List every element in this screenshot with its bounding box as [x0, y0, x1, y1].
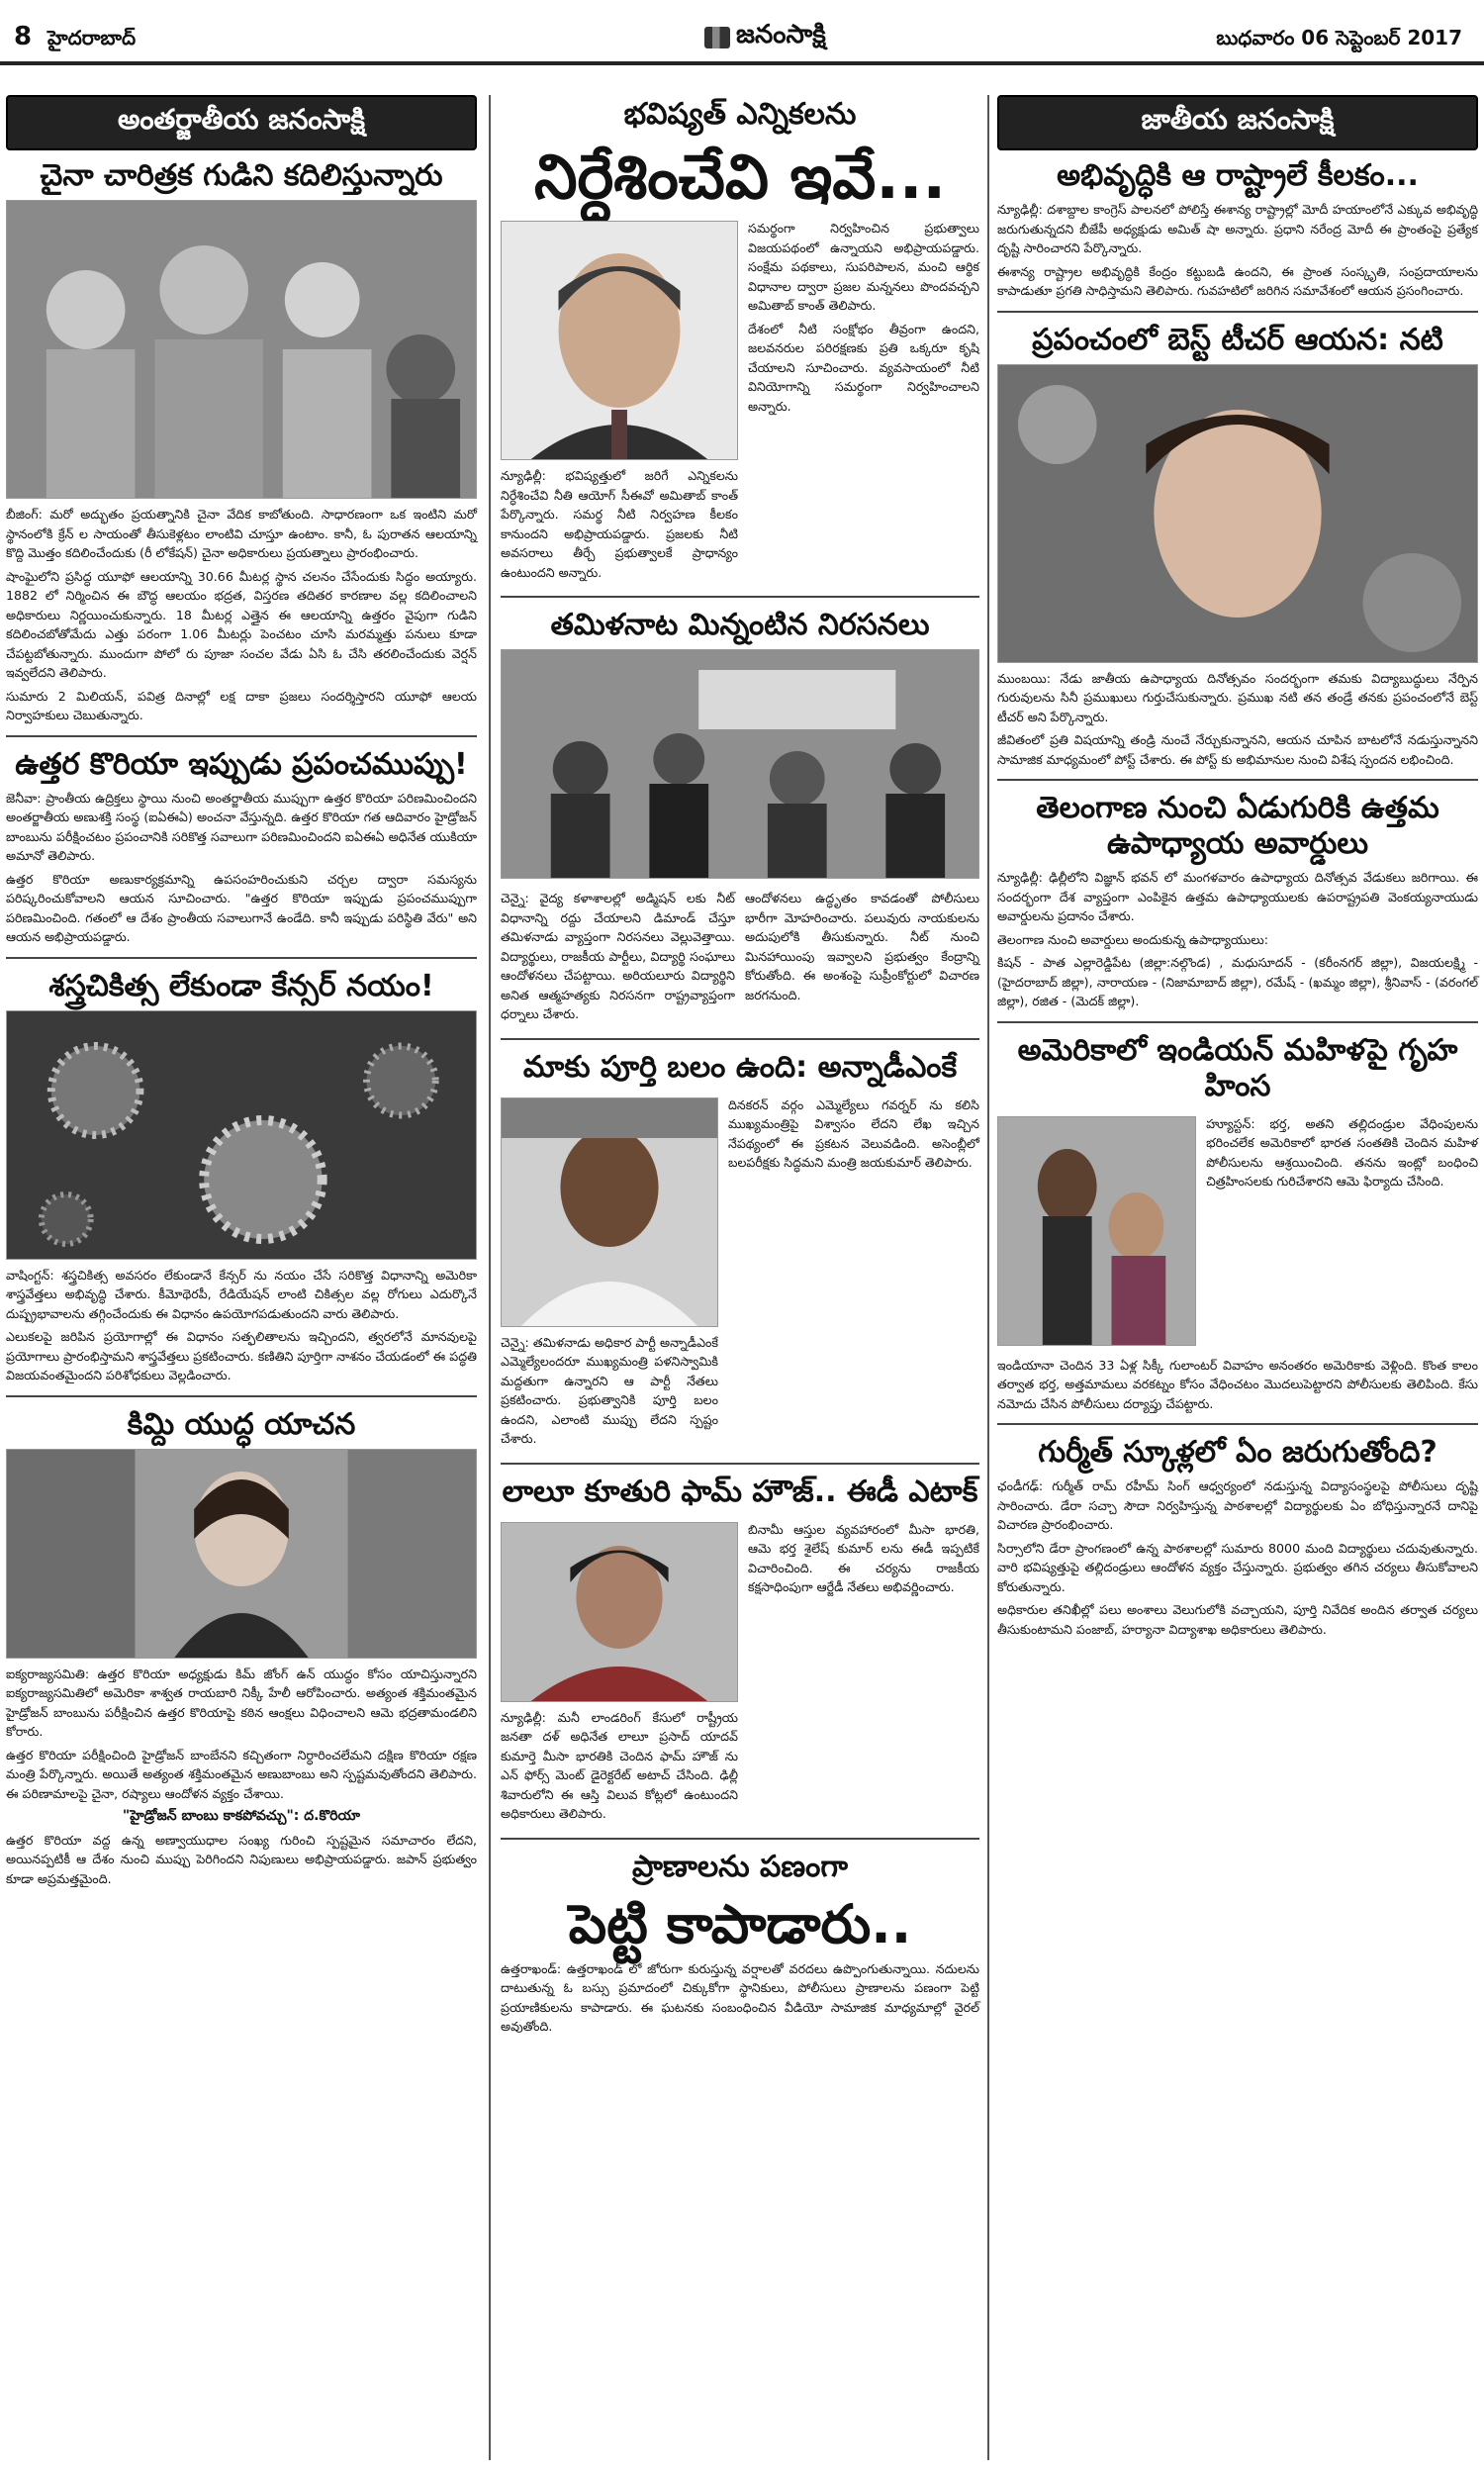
- amitabh-kant-photo: [501, 221, 738, 460]
- kicker: భవిష్యత్ ఎన్నికలను: [623, 97, 857, 132]
- article-text: ఛండీగఢ్: గుర్మీత్ రామ్ రహీమ్ సింగ్ ఆధ్వర్యంలో నడుస్తున్న విద్యాసంస్థలపై పోలీసులు దృష్టి సారించారు. డేరా సచ్చా సౌదా నిర్వహిస్తున్న పాఠశాలల్లో విద్యార్థులకు ఏం బోధిస్తున్నారనే దానిపై విచారణ ప్రారంభించారు.: [997, 1478, 1478, 1533]
- article-text: బినామీ ఆస్తుల వ్యవహారంలో మీసా భారతి, ఆమె భర్త శైలేష్ కుమార్ లను ఈడీ ఇప్పటికే విచారించింది. ఈ చర్యను రాజకీయ కక్షసాధింపుగా ఆర్జేడీ నేతలు అభివర్ణించారు.: [748, 1521, 979, 1595]
- article-text: ఉత్తర కొరియా పరీక్షించింది హైడ్రోజన్ బాంబేనని కచ్చితంగా నిర్ధారించలేమని దక్షిణ కొరియా రక్షణ మంత్రి పేర్కొన్నారు. అయితే అత్యంత శక్తిమంతమైన అణుబాంబు అని స్పష్టమవుతోందని తెలిపారు. ఈ పరిణామాలపై చైనా, రష్యాలు ఆందోళన వ్యక్తం చేశాయి.: [6, 1747, 477, 1801]
- divider: [997, 311, 1478, 313]
- virus-illustration: [6, 1010, 477, 1260]
- headline: అమెరికాలో ఇండియన్ మహిళపై గృహ హింస: [1017, 1032, 1458, 1103]
- article-text: దినకరన్ వర్గం ఎమ్మెల్యేలు గవర్నర్ ను కలిసి ముఖ్యమంత్రిపై విశ్వాసం లేదని లేఖ ఇచ్చిన నేపథ్యంలో ఈ ప్రకటన వెలువడింది. అసెంబ్లీలో బలపరీక్షకు సిద్ధమని మంత్రి జయకుమార్ తెలిపారు.: [728, 1096, 979, 1171]
- aiadmk-leader-photo: [501, 1097, 718, 1327]
- actress-photo: [997, 364, 1478, 663]
- divider: [997, 779, 1478, 781]
- article-text: ఉత్తర కొరియా అణుకార్యక్రమాన్ని ఉపసంహరించుకుని చర్చల ద్వారా సమస్యను పరిష్కరించుకోవాలని ఆయన సూచించారు. "ఉత్తర కొరియా ఇప్పుడు ప్రపంచముప్పుగా పరిణమించింది. గతంలో ఆ దేశం ప్రాంతీయ సవాలుగానే ఉండేది. కానీ ఇప్పుడు పరిస్థితి వేరు" అని ఆయన అభిప్రాయపడ్డారు.: [6, 871, 477, 945]
- article-text: న్యూఢిల్లీ: ఢిల్లీలోని విజ్ఞాన్ భవన్ లో మంగళవారం ఉపాధ్యాయ దినోత్సవ వేడుకలు జరిగాయి. ఈ సందర్భంగా దేశ వ్యాప్తంగా ఎంపికైన ఉత్తమ ఉపాధ్యాయులకు ఉపరాష్ట్రపతి వెంకయ్యనాయుడు అవార్డులను ప్రదానం చేశారు.: [997, 870, 1478, 924]
- header-rule: [0, 61, 1484, 65]
- subheading: "హైడ్రోజన్ బాంబు కాకపోవచ్చు": ద.కొరియా: [122, 1807, 361, 1824]
- divider: [501, 1038, 979, 1040]
- article-text: ఉత్తరాఖండ్: ఉత్తరాఖండ్ లో జోరుగా కురుస్తున్న వర్షాలతో వరదలు ఉప్పొంగుతున్నాయి. నదులను దాటుతున్న ఓ బస్సు ప్రమాదంలో చిక్కుకోగా స్థానికులు, పోలీసులు ప్రాణాలను పణంగా పెట్టి ప్రయాణికులను కాపాడారు. ఈ ఘటనకు సంబంధించిన వీడియో సామాజిక మాధ్యమాల్లో వైరల్ అవుతోంది.: [501, 1960, 979, 2035]
- divider: [6, 957, 477, 959]
- headline: తెలంగాణ నుంచి ఏడుగురికి ఉత్తమ ఉపాధ్యాయ అవార్డులు: [1036, 791, 1439, 862]
- column-divider: [489, 95, 491, 2460]
- article-text: చెన్నై: తమిళనాడు అధికార పార్టీ అన్నాడీఎంకే ఎమ్మెల్యేలందరూ ముఖ్యమంత్రి పళనిస్వామికి మద్దతుగా ఉన్నారని ఆ పార్టీ నేతలు ప్రకటించారు. ప్రభుత్వానికి పూర్తి బలం ఉందని, ఎలాంటి ముప్పు లేదని స్పష్టం చేశారు.: [501, 1334, 718, 1447]
- lead-headline: నిర్ధేశించేవి ఇవే...: [533, 141, 947, 213]
- column-center: [501, 95, 979, 2041]
- headline: ప్రపంచంలో బెస్ట్ టీచర్ ఆయన: నటి: [1032, 322, 1443, 357]
- column-divider: [987, 95, 989, 2460]
- section-banner: జాతీయ జనంసాక్షి: [997, 95, 1478, 150]
- headline: ఉత్తర కొరియా ఇప్పుడు ప్రపంచముప్పు!: [15, 746, 468, 782]
- logo-icon: [704, 27, 730, 48]
- article-text: ముంబయి: నేడు జాతీయ ఉపాధ్యాయ దినోత్సవం సందర్భంగా తమకు విద్యాబుద్ధులు నేర్పిన గురువులను సినీ ప్రముఖులు గుర్తుచేసుకున్నారు. ప్రముఖ నటి తన తండ్రే తనకు ప్రపంచంలోనే బెస్ట్ టీచర్ అని పేర్కొన్నారు.: [997, 670, 1478, 724]
- article-text: హ్యూస్టన్: భర్త, అతని తల్లిదండ్రుల వేధింపులను భరించలేక అమెరికాలో భారత సంతతికి చెందిన మహిళ పోలీసులను ఆశ్రయించింది. తనను ఇంట్లో బంధించి చిత్రహింసలకు గురిచేశారని ఆమె ఫిర్యాదు చేసింది.: [1206, 1115, 1478, 1190]
- article-text: న్యూఢిల్లీ: దశాబ్దాల కాంగ్రెస్ పాలనలో పోలిస్తే ఈశాన్య రాష్ట్రాల్లో మోదీ హయాంలోనే ఎక్కువ అభివృద్ధి జరుగుతున్నదని బీజేపీ అధ్యక్షుడు అమిత్ షా అన్నారు. ప్రధాని నరేంద్ర మోదీ ఈ ప్రాంతంపై ప్రత్యేక దృష్టి సారించారని పేర్కొన్నారు.: [997, 202, 1478, 256]
- column-national: [997, 95, 1478, 1643]
- nikki-haley-photo: [6, 1449, 477, 1659]
- article-text: అధికారుల తనిఖీల్లో పలు అంశాలు వెలుగులోకి వచ్చాయని, పూర్తి నివేదిక అందిన తర్వాత చర్యలు తీసుకుంటామని పంజాబ్, హర్యానా విద్యాశాఖ అధికారులు తెలిపారు.: [997, 1602, 1478, 1637]
- article-text: ఈశాన్య రాష్ట్రాల అభివృద్ధికి కేంద్రం కట్టుబడి ఉందని, ఈ ప్రాంత సంస్కృతి, సంప్రదాయాలను కాపాడుతూ ప్రగతి సాధిస్తామని తెలిపారు. గువహటిలో జరిగిన సమావేశంలో ఆయన ప్రసంగించారు.: [997, 263, 1478, 299]
- column-international: [6, 95, 477, 1892]
- edition-city: హైదరాబాద్: [47, 26, 137, 49]
- headline: పెట్టి కాపాడారు..: [568, 1892, 912, 1955]
- divider: [6, 1395, 477, 1397]
- article-text: చెన్నై: వైద్య కళాశాలల్లో అడ్మిషన్ లకు నీట్ విధానాన్ని రద్దు చేయాలని డిమాండ్ చేస్తూ తమిళనాడు వ్యాప్తంగా నిరసనలు వెల్లువెత్తాయి. విద్యార్థులు, రాజకీయ పార్టీలు, విద్యార్థి సంఘాలు ఆందోళనలు చేపట్టాయి. అరియలూరు విద్యార్థిని అనిత ఆత్మహత్యకు నిరసనగా రాష్ట్రవ్యాప్తంగా ధర్నాలు చేశారు.: [501, 891, 735, 1022]
- couple-photo: [997, 1116, 1196, 1346]
- article-text: జీవితంలో ప్రతి విషయాన్ని తండ్రి నుంచే నేర్చుకున్నానని, ఆయన చూపిన బాటలోనే నడుస్తున్నానని సామాజిక మాధ్యమంలో పోస్ట్ చేశారు. ఈ పోస్ట్ కు అభిమానుల నుంచి విశేష స్పందన లభించింది.: [997, 732, 1478, 767]
- masthead: [0, 0, 1484, 91]
- article-text: కిషన్ - పాత ఎల్లారెడ్డిపేట (జిల్లా:నల్గొండ) , మధుసూదన్ - (కరీంనగర్ జిల్లా), విజయలక్ష్మి - (హైదరాబాద్ జిల్లా), నారాయణ - (నిజామాబాద్ జిల్లా), రమేష్ - (ఖమ్మం జిల్లా), శ్రీనివాస్ - (వరంగల్ జిల్లా), రజిత - (మెదక్ జిల్లా).: [997, 955, 1478, 1009]
- headline: మాకు పూర్తి బలం ఉంది: అన్నాడీఎంకే: [522, 1049, 958, 1085]
- article-text: ఆందోళనలు ఉద్ధృతం కావడంతో పోలీసులు భారీగా మోహరించారు. పలువురు నాయకులను అదుపులోకి తీసుకున్నారు. నీట్ నుంచి మినహాయింపు ఇవ్వాలని ప్రభుత్వం కేంద్రాన్ని కోరుతోంది. ఈ అంశంపై సుప్రీంకోర్టులో విచారణ జరగనుంది.: [745, 891, 979, 1002]
- article-text: జెనీవా: ప్రాంతీయ ఉద్రిక్తలు స్థాయి నుంచి అంతర్జాతీయ ముప్పుగా ఉత్తర కొరియా పరిణమించిందని అంతర్జాతీయ అణుశక్తి సంస్థ (ఐఏఈఏ) అంచనా వేస్తున్నది. ఉత్తర కొరియా గత ఆదివారం హైడ్రోజన్ బాంబును పరీక్షించటం ప్రపంచానికి సరికొత్త సవాలుగా పరిణమించిందని ఐఏఈఏ అధినేత యుకియా అమానో తెలిపారు.: [6, 790, 477, 864]
- headline: లాలూ కూతురి ఫామ్ హౌజ్.. ఈడీ ఎటాక్: [502, 1474, 978, 1509]
- temple-photo: [6, 200, 477, 499]
- section-banner: అంతర్జాతీయ జనంసాక్షి: [6, 95, 477, 150]
- divider: [997, 1021, 1478, 1023]
- article-text: న్యూఢిల్లీ: మనీ లాండరింగ్ కేసులో రాష్ట్రీయ జనతా దళ్ అధినేత లాలూ ప్రసాద్ యాదవ్ కుమార్తె మీసా భారతికి చెందిన ఫామ్ హౌజ్ ను ఎన్ ఫోర్స్ మెంట్ డైరెక్టరేట్ అటాచ్ చేసింది. ఢిల్లీ శివారులోని ఈ ఆస్తి విలువ కోట్లలో ఉంటుందని అధికారులు తెలిపారు.: [501, 1709, 738, 1822]
- logo: [704, 20, 826, 55]
- misa-bharti-photo: [501, 1522, 738, 1702]
- divider: [997, 1423, 1478, 1425]
- article-text: షాంఘైలోని ప్రసిద్ధ యూఫో ఆలయాన్ని 30.66 మీటర్ల స్థాన చలనం చేసేందుకు సిద్ధం అయ్యారు. 1882 లో నిర్మించిన ఈ బౌద్ధ ఆలయం భద్రత, విస్తరణ తదితర కారణాల వల్ల కదిలించాలని అధికారులు నిర్ణయించుకున్నారు. 18 మీటర్ల ఎత్తైన ఈ ఆలయాన్ని ఉత్తరం వైపుగా గుడిని కదిలించబోతోమేదు ఎత్తు పరంగా 1.06 మీటర్లు పెంచటం చూసి మరమ్మత్తు పనులు కూడా చేపట్టబోతున్నారు. ముందుగా పోలో రు పూజా సంచల వేడు ఏసి ఓ చేసి తరలించేందుకు వెర్షన్ ఇవ్వలేదని తెలిపారు.: [6, 568, 477, 681]
- article-text: సిర్సాలోని డేరా ప్రాంగణంలో ఉన్న పాఠశాలల్లో సుమారు 8000 మంది విద్యార్థులు చదువుతున్నారు. వారి భవిష్యత్తుపై తల్లిదండ్రులు ఆందోళన వ్యక్తం చేస్తున్నారు. ప్రభుత్వం తగిన చర్యలు తీసుకోవాలని కోరుతున్నారు.: [997, 1540, 1478, 1594]
- headline: శస్త్రచికిత్స లేకుండా కేన్సర్ నయం!: [48, 968, 434, 1003]
- article-text: ఎలుకలపై జరిపిన ప్రయోగాల్లో ఈ విధానం సత్ఫలితాలను ఇచ్చిందని, త్వరలోనే మానవులపై ప్రయోగాలు ప్రారంభిస్తామని శాస్త్రవేత్తలు ప్రకటించారు. కణితిని పూర్తిగా నాశనం చేయడంలో ఈ పద్ధతి విజయవంతమైందని పరిశోధకులు వెల్లడించారు.: [6, 1329, 477, 1383]
- issue-date: బుధవారం 06 సెప్టెంబర్ 2017: [1216, 26, 1462, 49]
- article-text: బీజింగ్: మరో అద్భుతం ప్రయత్నానికి చైనా వేదిక కాబోతుంది. సాధారణంగా ఒక ఇంటిని మరో స్థానంలోకి క్రేన్ ల సాయంతో తీసుకెళ్లటం లాంటివి చూస్తూ ఉంటాం. కానీ, ఓ పురాతన ఆలయాన్ని కొద్ది మొత్తం కదిలించేందుకు (రీ లోకేషన్) చైనా అధికారులు ప్రయత్నాలు ప్రారంభించారు.: [6, 507, 477, 561]
- article-text: సుమారు 2 మిలియన్, పవిత్ర దినాల్లో లక్ష దాకా ప్రజలు సందర్శిస్తారని యూఫో ఆలయ నిర్వాహకులు చెబుతున్నారు.: [6, 688, 477, 723]
- article-text: ఇండియానా చెందిన 33 ఏళ్ల సిక్కీ గులాంటర్ వివాహం అనంతరం అమెరికాకు వెళ్లింది. కొంత కాలం తర్వాత భర్త, అత్తమామలు వరకట్నం కోసం వేధించటం మొదలుపెట్టారని పోలీసులకు తెలిపింది. కేసు నమోదు చేసిన పోలీసులు దర్యాప్తు చేపట్టారు.: [997, 1357, 1478, 1411]
- kicker: ప్రాణాలను పణంగా: [632, 1849, 848, 1884]
- divider: [6, 735, 477, 737]
- divider: [501, 1463, 979, 1465]
- divider: [501, 596, 979, 598]
- protest-photo: [501, 649, 979, 879]
- headline: కిమ్ది యుద్ధ యాచన: [127, 1406, 356, 1442]
- page-number: 8: [14, 22, 33, 51]
- headline: అభివృద్ధికి ఆ రాష్ట్రాలే కీలకం...: [1057, 158, 1419, 193]
- headline: చైనా చారిత్రక గుడిని కదిలిస్తున్నారు: [40, 158, 443, 193]
- headline: తమిళనాట మిన్నంటిన నిరసనలు: [550, 608, 930, 643]
- article-text: ఐక్యరాజ్యసమితి: ఉత్తర కొరియా అధ్యక్షుడు కిమ్ జోంగ్ ఉన్ యుద్ధం కోసం యాచిస్తున్నారని ఐక్యరాజ్యసమితిలో అమెరికా శాశ్వత రాయబారి నిక్కీ హేలీ ఆరోపించారు. అత్యంత శక్తిమంతమైన హైడ్రోజన్ బాంబును పరీక్షించిన ఉత్తర కొరియాపై కఠిన ఆంక్షలు విధించాలని ఆమె భద్రతామండలిని కోరారు.: [6, 1666, 477, 1740]
- article-text: న్యూఢిల్లీ: భవిష్యత్తులో జరిగే ఎన్నికలను నిర్ధేశించేవి నీతి ఆయోగ్ సీఈవో అమితాబ్ కాంత్ పేర్కొన్నారు. సమర్థ నీటి నిర్వహణ కీలకం కానుందని అభిప్రాయపడ్డారు. ప్రజలకు నీటి అవసరాలు తీర్చే ప్రభుత్వాలకే ప్రాధాన్యం ఉంటుందని అన్నారు.: [501, 468, 738, 580]
- article-text: వాషింగ్టన్: శస్త్రచికిత్స అవసరం లేకుండానే కేన్సర్ ను నయం చేసే సరికొత్త విధానాన్ని అమెరికా శాస్త్రవేత్తలు అభివృద్ధి చేశారు. కీమోథెరపీ, రేడియేషన్ లాంటి చికిత్సల వల్ల రోగులు ఎదుర్కొనే దుష్ప్రభావాలను తగ్గించేందుకు ఈ విధానం ఉపయోగపడుతుందని వారు తెలిపారు.: [6, 1267, 477, 1321]
- article-text: తెలంగాణ నుంచి అవార్డులు అందుకున్న ఉపాధ్యాయులు:: [997, 931, 1268, 947]
- article-text: దేశంలో నీటి సంక్షోభం తీవ్రంగా ఉందని, జలవనరుల పరిరక్షణకు ప్రతి ఒక్కరూ కృషి చేయాలని సూచించారు. వ్యవసాయంలో నీటి వినియోగాన్ని సమర్థంగా నిర్వహించాలని అన్నారు.: [748, 321, 979, 414]
- article-text: సమర్థంగా నిర్వహించిన ప్రభుత్వాలు విజయపథంలో ఉన్నాయని అభిప్రాయపడ్డారు. సంక్షేమ పథకాలు, సుపరిపాలన, మంచి ఆర్థిక విధానాల ద్వారా ప్రజల మన్ననలు పొందవచ్చని అమితాబ్ కాంత్ తెలిపారు.: [748, 221, 979, 314]
- headline: గుర్మీత్ స్కూళ్లలో ఏం జరుగుతోంది?: [1038, 1435, 1438, 1471]
- logo-text: జనంసాక్షి: [736, 20, 826, 49]
- divider: [501, 1838, 979, 1840]
- article-text: ఉత్తర కొరియా వద్ద ఉన్న అణ్వాయుధాల సంఖ్య గురించి స్పష్టమైన సమాచారం లేదని, అయినప్పటికీ ఆ దేశం నుంచి ముప్పు పెరిగిందని నిపుణులు అభిప్రాయపడ్డారు. జపాన్ ప్రభుత్వం కూడా అప్రమత్తమైంది.: [6, 1832, 477, 1886]
